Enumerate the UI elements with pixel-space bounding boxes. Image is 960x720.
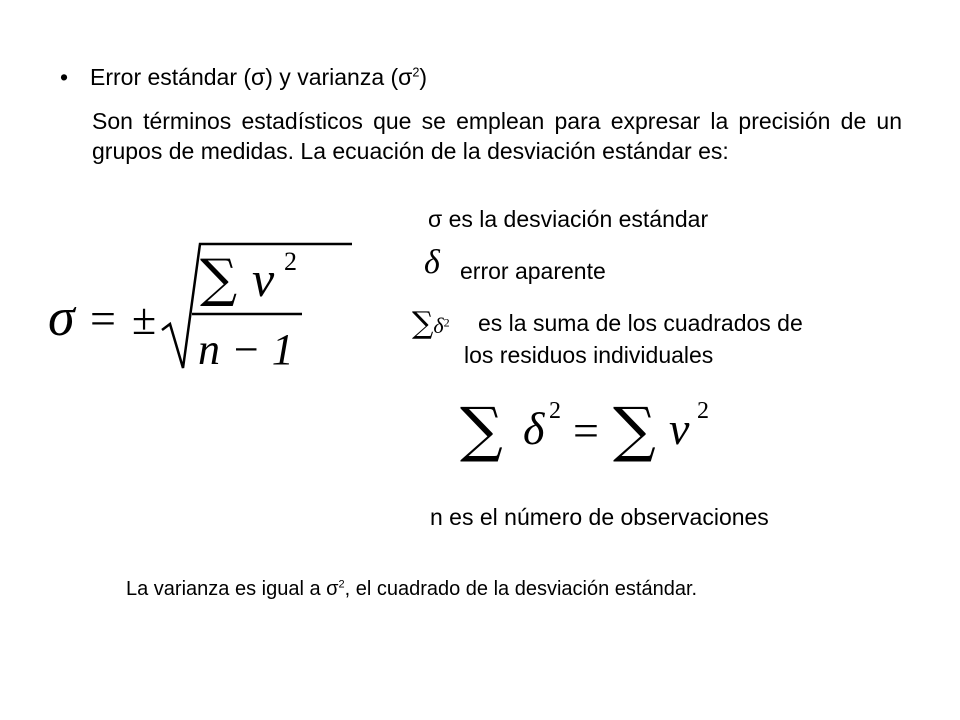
formula-nu: ν (252, 251, 275, 307)
legend-sum-definition-line1: es la suma de los cuadrados de (478, 310, 803, 336)
formula-plusminus: ± (132, 295, 157, 344)
legend-sum-exponent: 2 (443, 315, 450, 330)
variance-note-after: , el cuadrado de la desviación estándar. (344, 578, 698, 600)
formula-equals: = (90, 293, 116, 344)
std-dev-formula (40, 230, 370, 380)
title-text: Error estándar (σ) y varianza (σ (90, 64, 413, 90)
variance-note (126, 578, 697, 601)
formula-denominator: n − 1 (198, 325, 294, 374)
legend-sigma: σ es la desviación estándar (428, 206, 709, 232)
formula-exponent: 2 (284, 247, 297, 276)
legend-sum-symbol-group (412, 306, 450, 341)
identity-left-var: δ (523, 403, 545, 454)
identity-right-var: ν (669, 403, 690, 454)
identity-right-exp: 2 (697, 398, 709, 424)
legend-n: n es el número de observaciones (430, 504, 769, 530)
identity-equals: = (573, 405, 599, 456)
legend-delta-symbol: δ (424, 244, 440, 281)
formula-sigma: σ (48, 287, 75, 347)
identity-left-sum: ∑ (460, 395, 503, 465)
variance-note-exponent: 2 (338, 578, 345, 591)
identity-left-exp: 2 (549, 398, 561, 424)
formula-sum: ∑ (200, 249, 238, 309)
bullet-title (60, 64, 427, 91)
identity-equation (455, 388, 745, 468)
legend-delta-definition: error aparente (460, 258, 606, 284)
intro-paragraph: Son términos estadísticos que se emplean para expresar la precisión de un grupos de medidas. La ecuación de la desviación estándar es: (92, 108, 902, 164)
legend-sum-definition-line2: los residuos individuales (464, 342, 714, 368)
identity-right-sum: ∑ (613, 395, 656, 465)
bullet-dot: • (60, 64, 69, 90)
legend-sum-variable: δ (433, 313, 444, 338)
variance-note-before: La varianza es igual a σ (126, 578, 339, 600)
legend-sum-symbol: ∑ (412, 306, 434, 341)
title-exponent: 2 (412, 65, 420, 80)
title-close: ) (419, 64, 428, 90)
